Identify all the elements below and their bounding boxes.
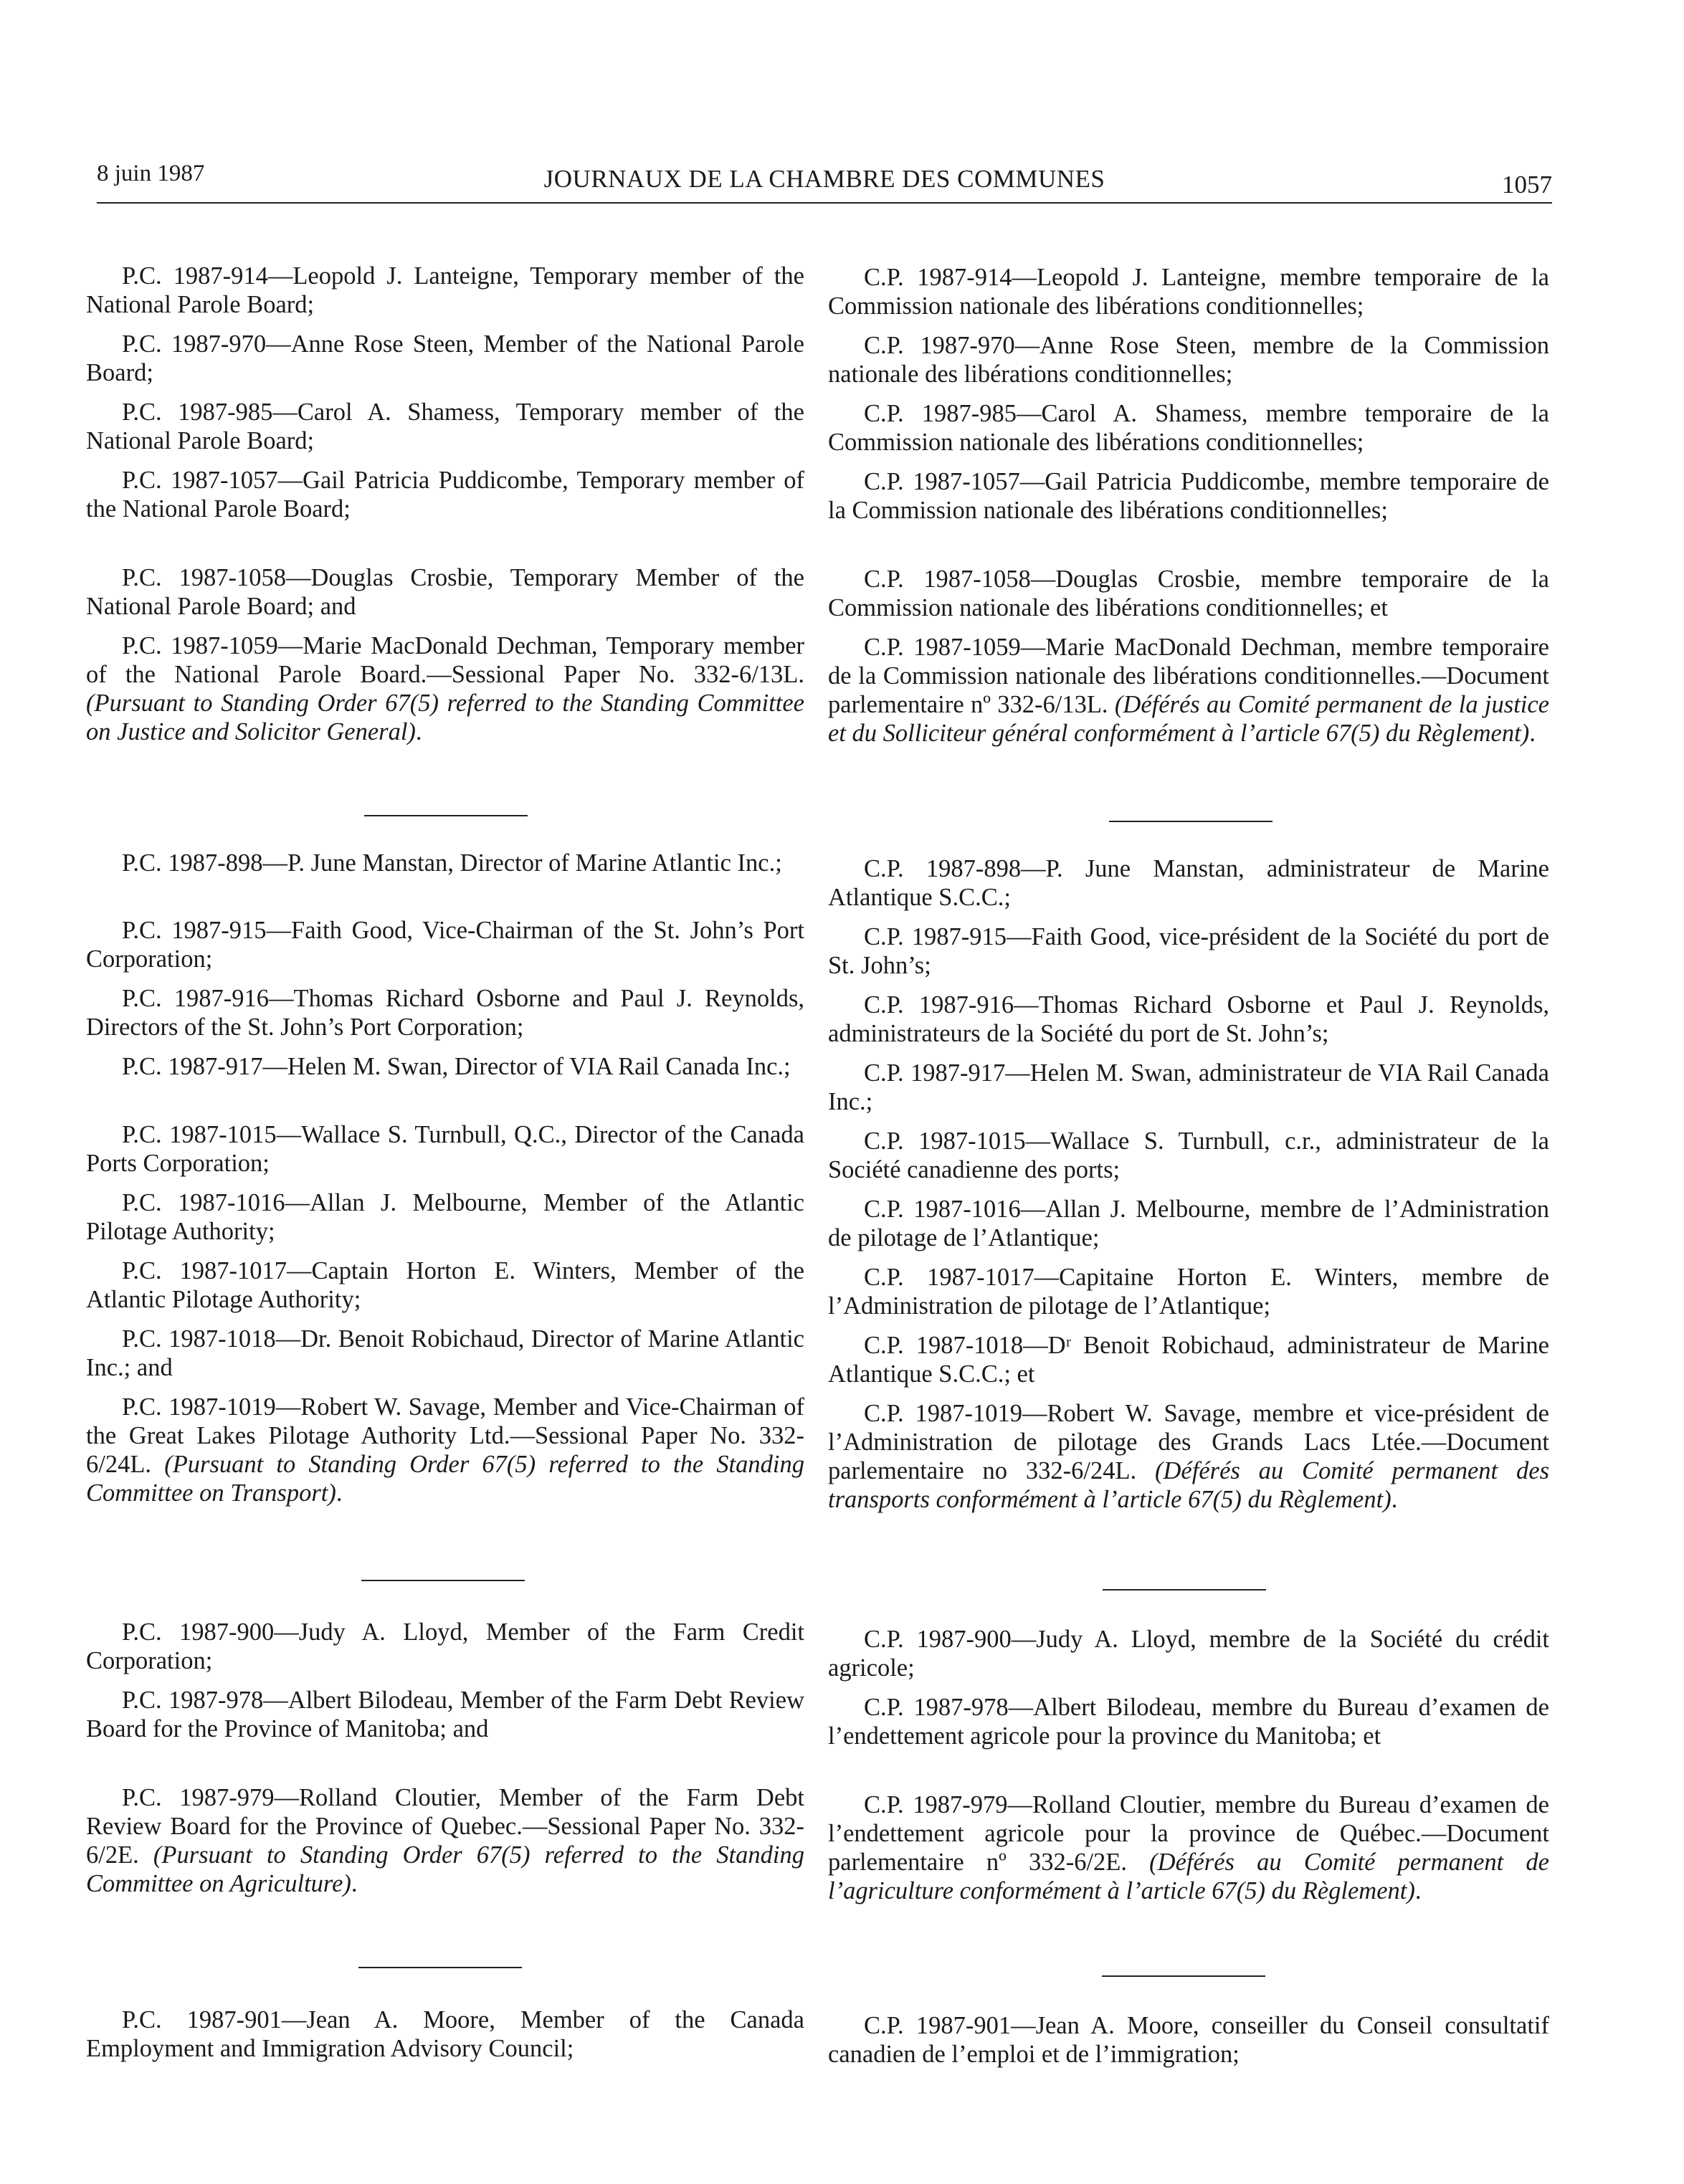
fr-order-1019-tail: . — [1391, 1486, 1398, 1513]
en-order-985: P.C. 1987-985—Carol A. Shamess, Temporary member of the National Parole Board; — [86, 399, 804, 454]
fr-order-1059-tail: . — [1529, 720, 1536, 747]
en-order-917: P.C. 1987-917—Helen M. Swan, Director of VIA Rail Canada Inc.; — [122, 1053, 791, 1080]
header-date: 8 juin 1987 — [97, 161, 205, 186]
section-divider — [1103, 1589, 1266, 1591]
fr-order-985: C.P. 1987-985—Carol A. Shamess, membre temporaire de la Commission nationale des libérations conditionnelles; — [828, 400, 1549, 456]
fr-order-1015: C.P. 1987-1015—Wallace S. Turnbull, c.r., administrateur de la Société canadienne des ports; — [828, 1127, 1549, 1183]
fr-order-1059 — [828, 633, 1549, 748]
en-order-979-text: P.C. 1987-979—Rolland Cloutier, Member of the Farm Debt Review Board for the Province of Quebec.—Sessional Paper No. 332-6/2E. — [86, 1784, 804, 1869]
fr-order-1017: C.P. 1987-1017—Capitaine Horton E. Winters, membre de l’Administration de pilotage de l’Atlantique; — [828, 1264, 1549, 1320]
en-order-978: P.C. 1987-978—Albert Bilodeau, Member of the Farm Debt Review Board for the Province of Manitoba; and — [86, 1687, 804, 1742]
english-column — [86, 0, 804, 2184]
en-order-1058: P.C. 1987-1058—Douglas Crosbie, Temporary Member of the National Parole Board; and — [86, 564, 804, 620]
fr-order-1018: C.P. 1987-1018—Dʳ Benoit Robichaud, administrateur de Marine Atlantique S.C.C.; et — [828, 1332, 1549, 1388]
fr-order-915: C.P. 1987-915—Faith Good, vice-président de la Société du port de St. John’s; — [828, 923, 1549, 979]
en-order-916: P.C. 1987-916—Thomas Richard Osborne and Paul J. Reynolds, Directors of the St. John’s Port Corporation; — [86, 985, 804, 1041]
fr-order-917: C.P. 1987-917—Helen M. Swan, administrateur de VIA Rail Canada Inc.; — [828, 1059, 1549, 1115]
en-order-915: P.C. 1987-915—Faith Good, Vice-Chairman of the St. John’s Port Corporation; — [86, 917, 804, 973]
section-divider — [1102, 1975, 1265, 1977]
fr-order-979-tail: . — [1414, 1877, 1422, 1904]
fr-order-1059-text: C.P. 1987-1059—Marie MacDonald Dechman, membre temporaire de la Commission nationale des libérations conditionnelles.—Document parlementaire nº 332-6/13L. — [828, 634, 1549, 718]
fr-order-1019 — [828, 1399, 1549, 1514]
en-order-1019 — [86, 1393, 804, 1507]
fr-order-1059-referral: (Déférés au Comité permanent de la justice et du Solliciteur général conformément à l’article 67(5) du Règlement) — [828, 691, 1549, 747]
en-order-898: P.C. 1987-898—P. June Manstan, Director of Marine Atlantic Inc.; — [122, 849, 782, 877]
en-order-1057: P.C. 1987-1057—Gail Patricia Puddicombe, Temporary member of the National Parole Board; — [86, 467, 804, 523]
en-order-979-tail: . — [351, 1870, 358, 1897]
fr-order-979-referral: (Déférés au Comité permanent de l’agriculture conformément à l’article 67(5) du Règlement) — [828, 1849, 1549, 1904]
section-divider — [361, 1580, 525, 1581]
en-order-979 — [86, 1783, 804, 1898]
section-divider — [364, 815, 528, 816]
fr-order-1057: C.P. 1987-1057—Gail Patricia Puddicombe, membre temporaire de la Commission nationale des libérations conditionnelles; — [828, 468, 1549, 524]
header-page-number: 1057 — [1502, 171, 1552, 199]
fr-order-1019-referral: (Déférés au Comité permanent des transports conformément à l’article 67(5) du Règlement) — [828, 1457, 1550, 1513]
section-divider — [358, 1967, 522, 1968]
fr-order-916: C.P. 1987-916—Thomas Richard Osborne et Paul J. Reynolds, administrateurs de la Société du port de St. John’s; — [828, 991, 1549, 1047]
en-order-1015: P.C. 1987-1015—Wallace S. Turnbull, Q.C., Director of the Canada Ports Corporation; — [86, 1121, 804, 1177]
french-column — [828, 0, 1549, 2184]
en-order-1018: P.C. 1987-1018—Dr. Benoit Robichaud, Director of Marine Atlantic Inc.; and — [86, 1325, 804, 1381]
fr-order-1058: C.P. 1987-1058—Douglas Crosbie, membre temporaire de la Commission nationale des libérations conditionnelles; et — [828, 566, 1549, 621]
fr-order-1019-text: C.P. 1987-1019—Robert W. Savage, membre et vice-président de l’Administration de pilotage des Grands Lacs Ltée.—Document parlementaire no 332-6/24L. — [828, 1400, 1549, 1484]
en-order-901: P.C. 1987-901—Jean A. Moore, Member of the Canada Employment and Immigration Advisory Council; — [86, 2006, 804, 2062]
fr-order-979-text: C.P. 1987-979—Rolland Cloutier, membre du Bureau d’examen de l’endettement agricole pour la province de Québec.—Document parlementaire nº 332-6/2E. — [828, 1791, 1549, 1876]
en-order-914: P.C. 1987-914—Leopold J. Lanteigne, Temporary member of the National Parole Board; — [86, 262, 804, 318]
en-order-1016: P.C. 1987-1016—Allan J. Melbourne, Member of the Atlantic Pilotage Authority; — [86, 1189, 804, 1245]
fr-order-970: C.P. 1987-970—Anne Rose Steen, membre de la Commission nationale des libérations conditionnelles; — [828, 332, 1549, 388]
en-order-1059 — [86, 631, 804, 746]
fr-order-898: C.P. 1987-898—P. June Manstan, administrateur de Marine Atlantique S.C.C.; — [828, 855, 1549, 911]
fr-order-1016: C.P. 1987-1016—Allan J. Melbourne, membre de l’Administration de pilotage de l’Atlantique; — [828, 1196, 1549, 1251]
fr-order-914: C.P. 1987-914—Leopold J. Lanteigne, membre temporaire de la Commission nationale des libérations conditionnelles; — [828, 264, 1549, 320]
en-order-979-referral: (Pursuant to Standing Order 67(5) referred to the Standing Committee on Agriculture) — [86, 1841, 804, 1897]
en-order-1059-referral: (Pursuant to Standing Order 67(5) referred to the Standing Committee on Justice and Solicitor General) — [86, 690, 804, 745]
en-order-900: P.C. 1987-900—Judy A. Lloyd, Member of the Farm Credit Corporation; — [86, 1618, 804, 1674]
fr-order-978: C.P. 1987-978—Albert Bilodeau, membre du Bureau d’examen de l’endettement agricole pour la province du Manitoba; et — [828, 1694, 1549, 1750]
en-order-1059-text: P.C. 1987-1059—Marie MacDonald Dechman, Temporary member of the National Parole Board.—Sessional Paper No. 332-6/13L. — [86, 632, 804, 688]
en-order-1017: P.C. 1987-1017—Captain Horton E. Winters, Member of the Atlantic Pilotage Authority; — [86, 1257, 804, 1313]
fr-order-979 — [828, 1790, 1549, 1905]
en-order-970: P.C. 1987-970—Anne Rose Steen, Member of the National Parole Board; — [86, 330, 804, 386]
fr-order-900: C.P. 1987-900—Judy A. Lloyd, membre de la Société du crédit agricole; — [828, 1626, 1549, 1682]
en-order-1019-text: P.C. 1987-1019—Robert W. Savage, Member and Vice-Chairman of the Great Lakes Pilotage Authority Ltd.—Sessional Paper No. 332-6/24L. — [86, 1393, 804, 1478]
fr-order-901: C.P. 1987-901—Jean A. Moore, conseiller du Conseil consultatif canadien de l’emploi et de l’immigration; — [828, 2012, 1549, 2068]
en-order-1019-referral: (Pursuant to Standing Order 67(5) referred to the Standing Committee on Transport) — [86, 1451, 804, 1507]
en-order-1059-tail: . — [415, 718, 422, 745]
header-journal-title: JOURNAUX DE LA CHAMBRE DES COMMUNES — [543, 165, 1105, 193]
en-order-1019-tail: . — [336, 1479, 343, 1507]
section-divider — [1109, 821, 1272, 822]
